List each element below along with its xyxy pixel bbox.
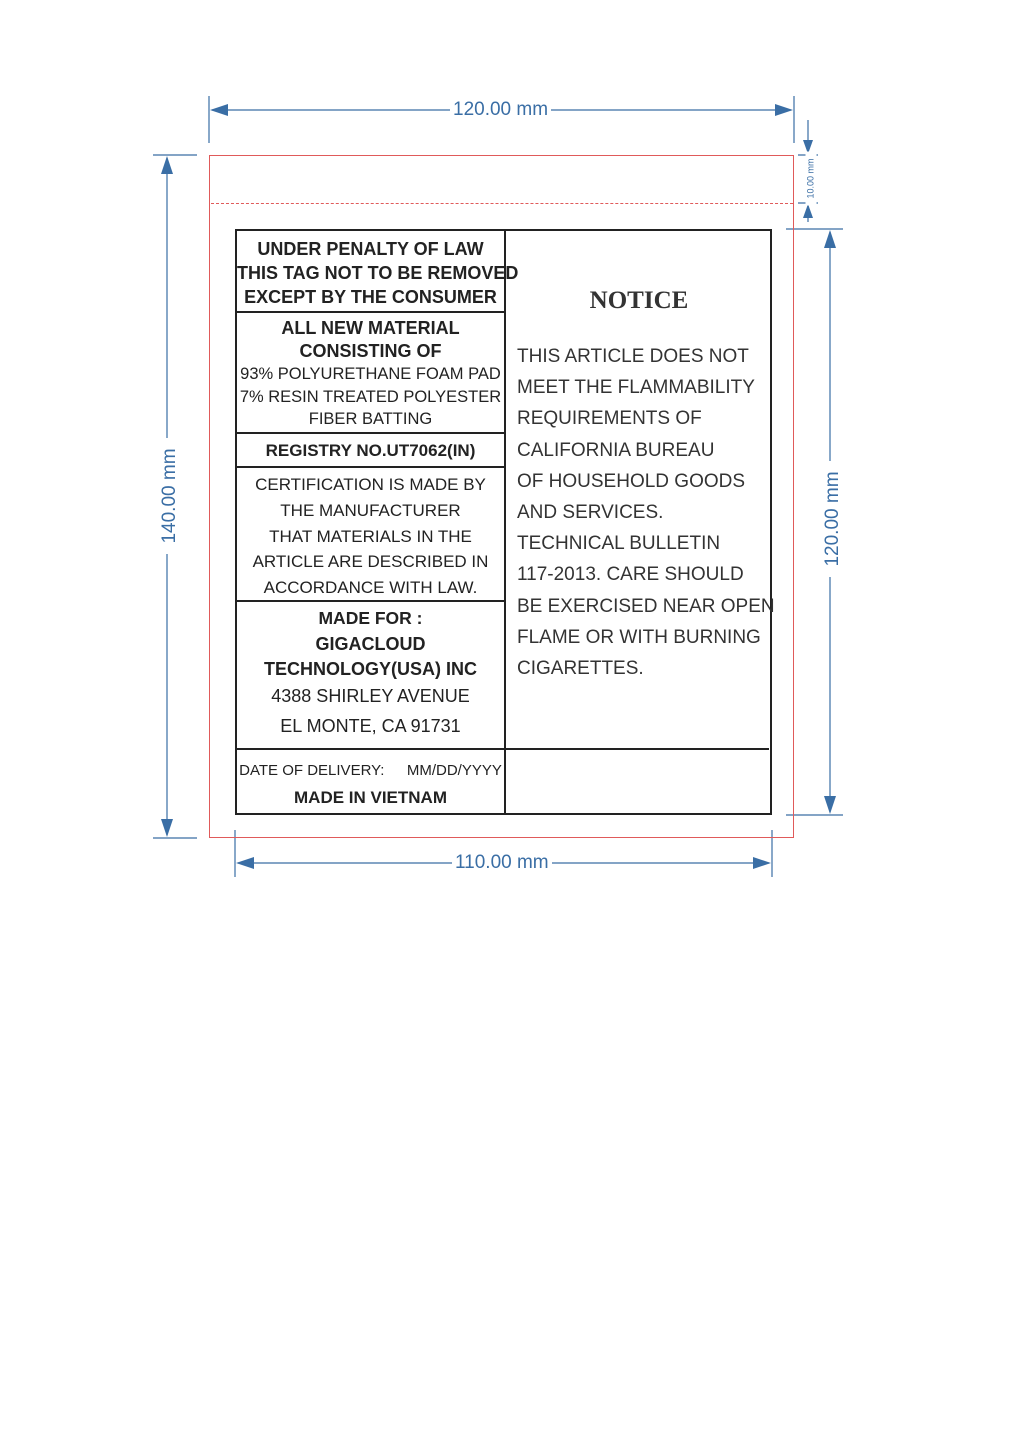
country-of-origin: MADE IN VIETNAM: [294, 788, 447, 807]
notice-title: NOTICE: [589, 287, 689, 314]
company-name: GIGACLOUD: [315, 634, 426, 654]
fold-line: [211, 203, 793, 204]
material-content: ALL NEW MATERIAL CONSISTING OF 93% POLYURETHANE FOAM PAD 7% RESIN TREATED POLYESTER FIBER BATTING: [239, 318, 502, 428]
delivery-info: [237, 761, 504, 781]
notice-text: THIS ARTICLE DOES NOT MEET THE FLAMMABILITY REQUIREMENTS OF CALIFORNIA BUREAU OF HOUSEHOLD GOODS AND SERVICES. TECHNICAL BULLETIN 117-2013. CARE SHOULD BE EXERCISED NEAR OPEN FLAME OR WITH BURNING CIGARETTES.: [517, 346, 775, 680]
delivery-date-label: DATE OF DELIVERY:: [239, 762, 385, 779]
certification-statement: CERTIFICATION IS MADE BY THE MANUFACTURER THAT MATERIALS IN THE ARTICLE ARE DESCRIBED IN ACCORDANCE WITH LAW.: [252, 475, 489, 598]
law-label: [235, 229, 775, 815]
company-name: TECHNOLOGY(USA) INC: [264, 659, 477, 679]
delivery-date-value: MM/DD/YYYY: [406, 762, 502, 779]
top-width-dimension: 120.00 mm: [450, 99, 551, 121]
fold-height-dimension: 10.00 mm: [806, 152, 817, 206]
divider: [237, 466, 504, 468]
label-width-dimension: 110.00 mm: [452, 852, 552, 874]
total-height-dimension: 140.00 mm: [159, 438, 181, 554]
divider: [237, 748, 769, 750]
manufacturer-info: [237, 605, 504, 741]
made-for-label: MADE FOR :: [318, 608, 423, 628]
divider: [237, 432, 504, 434]
divider: [237, 311, 504, 313]
label-height-dimension: 120.00 mm: [822, 461, 844, 577]
address-line: 4388 SHIRLEY AVENUE: [271, 686, 470, 706]
removal-warning: UNDER PENALTY OF LAW THIS TAG NOT TO BE REMOVED EXCEPT BY THE CONSUMER: [237, 239, 519, 307]
column-divider: [504, 231, 506, 813]
address-line: EL MONTE, CA 91731: [280, 716, 461, 736]
registry-number: REGISTRY NO.UT7062(IN): [265, 441, 476, 460]
